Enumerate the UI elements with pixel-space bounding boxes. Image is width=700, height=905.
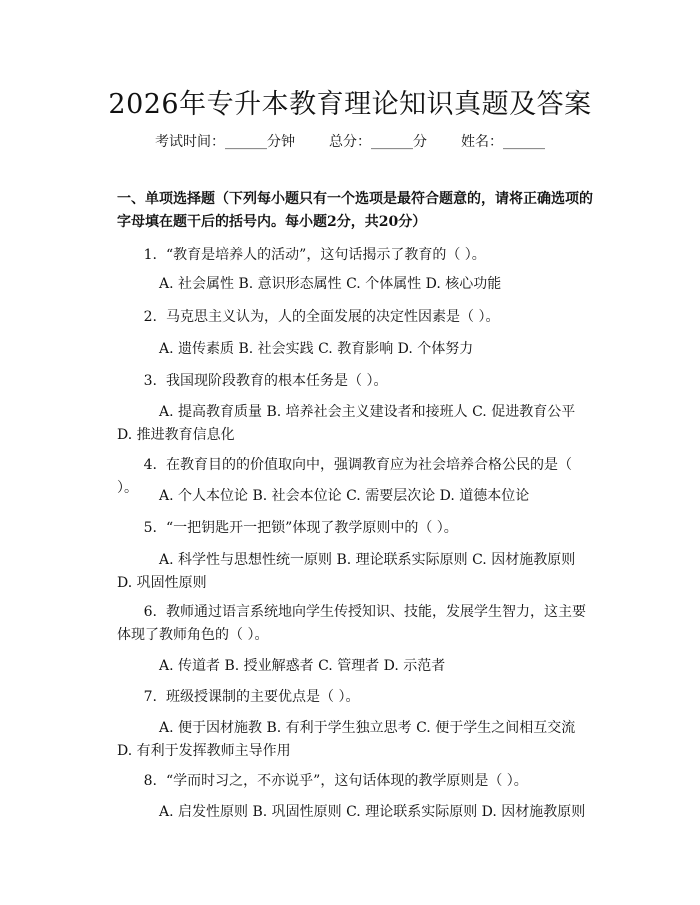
- question-stem: [117, 370, 587, 393]
- question-number: 4.: [143, 457, 157, 473]
- name-field: 姓名：______: [461, 134, 545, 150]
- question-text: 班级授课制的主要优点是（ ）。: [166, 689, 360, 705]
- question-stem: [117, 244, 587, 267]
- question-options: A. 遗传素质 B. 社会实践 C. 教育影响 D. 个体努力: [159, 341, 474, 357]
- question-number: 5.: [143, 520, 157, 536]
- exam-meta: [0, 131, 700, 151]
- question-stem: [117, 517, 587, 540]
- question-options: A. 传道者 B. 授业解惑者 C. 管理者 D. 示范者: [159, 658, 446, 674]
- question-options: A. 社会属性 B. 意识形态属性 C. 个体属性 D. 核心功能: [159, 276, 502, 292]
- question-text: 教师通过语言系统地向学生传授知识、技能，发展学生智力，这主要体现了教师角色的（ ）。: [117, 604, 586, 643]
- question-number: 2.: [143, 309, 157, 325]
- question-text: 在教育目的的价值取向中，强调教育应为社会培养合格公民的是（ ）。: [117, 457, 572, 496]
- question-options: A. 科学性与思想性统一原则 B. 理论联系实际原则 C. 因材施教原则 D. 巩固性原则: [117, 552, 576, 591]
- question-number: 8.: [143, 773, 157, 789]
- question-stem: [117, 601, 587, 647]
- question-number: 3.: [143, 373, 157, 389]
- question-text: “教育是培养人的活动”，这句话揭示了教育的（ ）。: [166, 247, 486, 263]
- question-text: “一把钥匙开一把锁”体现了教学原则中的（ ）。: [166, 520, 458, 536]
- question-stem: [117, 306, 587, 329]
- section-heading: 一、单项选择题（下列每小题只有一个选项是最符合题意的，请将正确选项的字母填在题干后的括号内。每小题2分，共20分）: [117, 191, 593, 230]
- question-text: 马克思主义认为，人的全面发展的决定性因素是（ ）。: [166, 309, 500, 325]
- total-score-field: 总分：______分: [329, 134, 427, 150]
- question-number: 1.: [143, 247, 157, 263]
- question-options: A. 个人本位论 B. 社会本位论 C. 需要层次论 D. 道德本位论: [159, 488, 530, 504]
- question-stem: [117, 770, 587, 793]
- exam-time-field: 考试时间：______分钟: [155, 134, 295, 150]
- question-stem: [117, 686, 587, 709]
- question-options: A. 启发性原则 B. 巩固性原则 C. 理论联系实际原则 D. 因材施教原则: [159, 804, 586, 820]
- question-options: A. 提高教育质量 B. 培养社会主义建设者和接班人 C. 促进教育公平 D. 推进教育信息化: [117, 404, 576, 443]
- question-text: “学而时习之，不亦说乎”，这句话体现的教学原则是（ ）。: [166, 773, 528, 789]
- question-text: 我国现阶段教育的根本任务是（ ）。: [166, 373, 388, 389]
- page-title: 2026年专升本教育理论知识真题及答案: [108, 89, 592, 120]
- question-number: 7.: [143, 689, 157, 705]
- question-options: A. 便于因材施教 B. 有利于学生独立思考 C. 便于学生之间相互交流 D. 有利于发挥教师主导作用: [117, 720, 576, 759]
- question-number: 6.: [143, 604, 157, 620]
